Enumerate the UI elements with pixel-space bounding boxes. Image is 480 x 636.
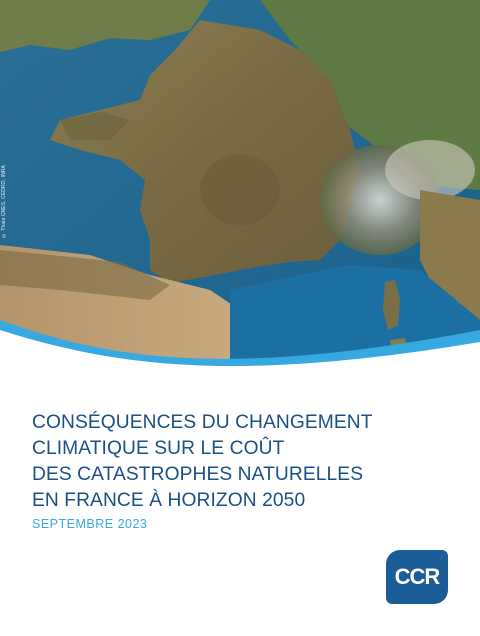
- title-line: CLIMATIQUE SUR LE COÛT: [32, 438, 285, 459]
- ccr-logo: [386, 550, 448, 604]
- logo-text: CCR: [394, 564, 440, 589]
- title-line: CONSÉQUENCES DU CHANGEMENT: [32, 412, 373, 433]
- title-line: DES CATASTROPHES NATURELLES: [32, 464, 364, 485]
- title-line: EN FRANCE À HORIZON 2050: [32, 490, 306, 511]
- publication-date: SEPTEMBRE 2023: [32, 517, 148, 531]
- photo-credit: © Thala CNES, CEDRO, INRA: [1, 165, 7, 239]
- report-title: [32, 410, 452, 514]
